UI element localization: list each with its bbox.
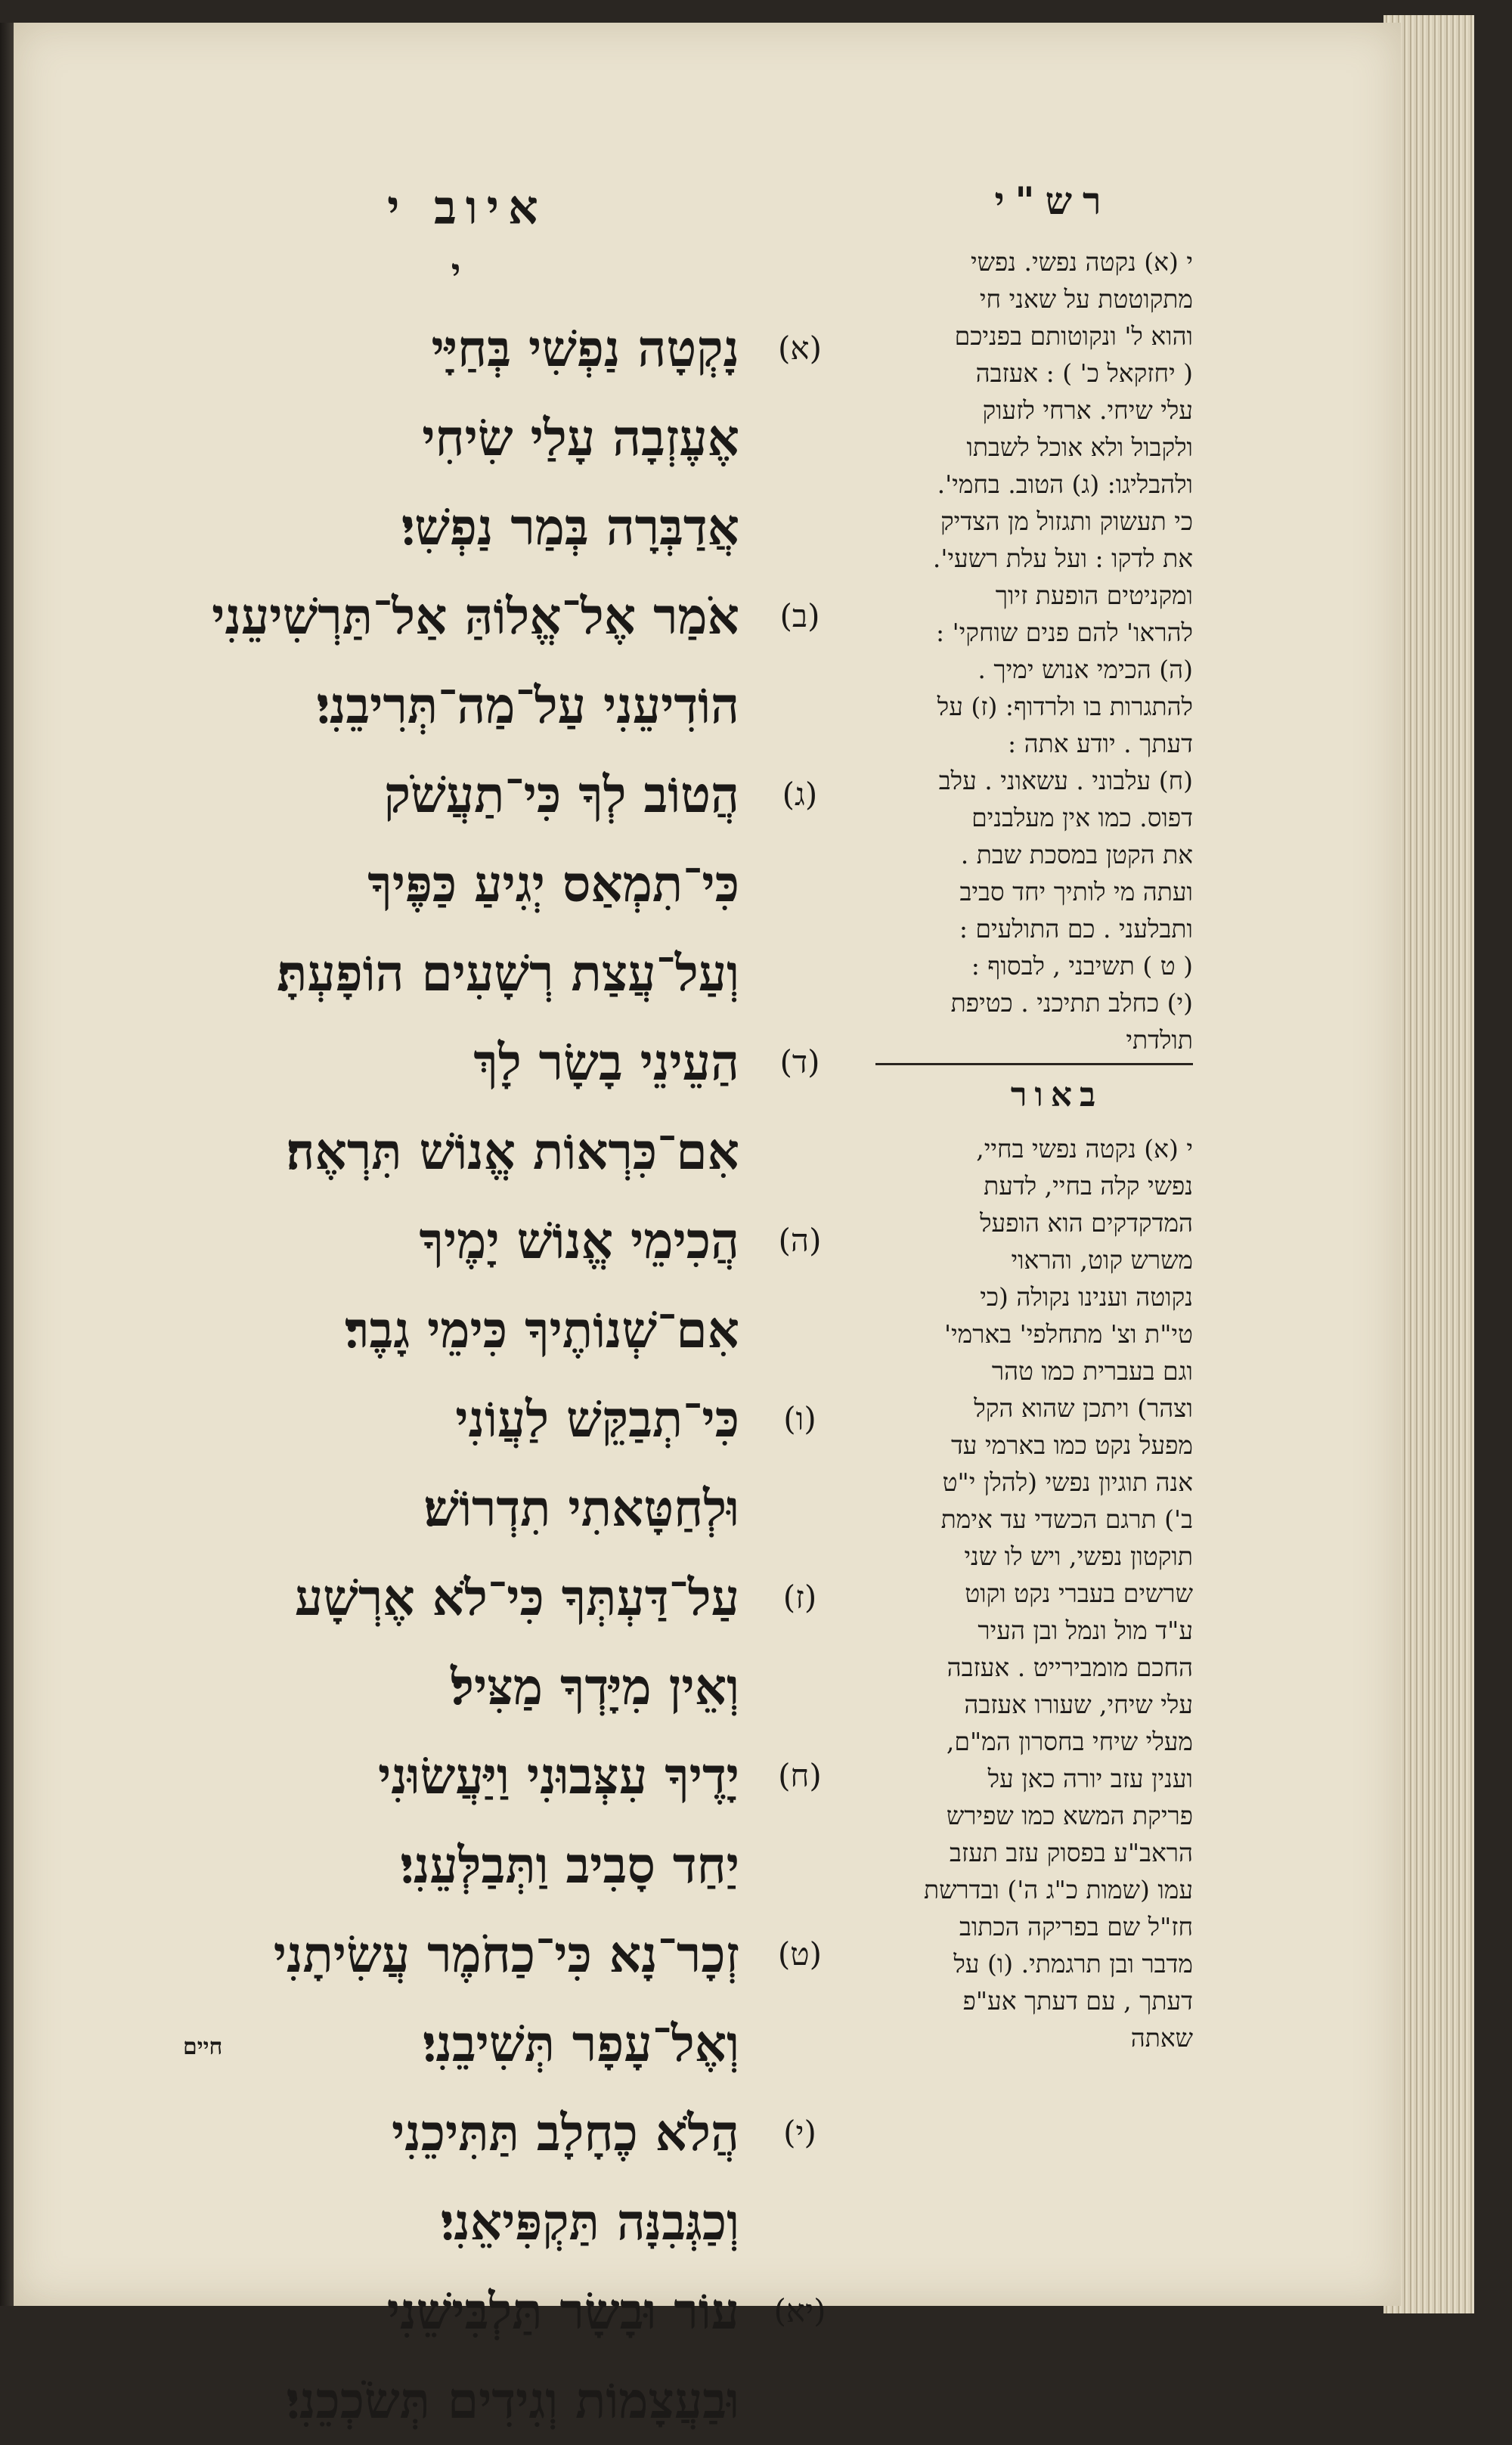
verse-line: עַל־דַּעְתְּךָ כִּי־לֹא אֶרְשָׁע xyxy=(294,1568,739,1627)
verse xyxy=(97,1553,823,1731)
verse xyxy=(97,304,823,572)
beur-line: הראב"ע בפסוק עזב תעזב xyxy=(950,1838,1193,1867)
verse-number: (י) xyxy=(783,2114,816,2151)
column-divider xyxy=(875,1063,1193,1065)
beur-line: מפעל נקט כמו בארמי עד xyxy=(950,1430,1193,1460)
verse-line: כִּי־תְבַקֵּשׁ לַעֲוֹנִי xyxy=(455,1390,739,1449)
verse-line: יַחַד סָבִיב וַתְּבַלְּעֵנִי׃ xyxy=(400,1836,739,1895)
verse-line: אֲדַבְּרָה בְּמַר נַפְשִׁי׃ xyxy=(401,497,739,556)
verse-line: הֲטוֹב לְךָ כִּי־תַעֲשֹׁק xyxy=(383,765,739,824)
rashi-line: כי תעשוק ותגזול מן הצדיק xyxy=(940,507,1193,536)
beur-line: ב') תרגם הכשדי עד אימת xyxy=(940,1504,1193,1534)
verse xyxy=(97,1374,823,1553)
rashi-line: ולקבול ולא אוכל לשבתו xyxy=(966,432,1193,462)
book-page xyxy=(14,23,1401,2430)
verse-line: יָדֶיךָ עִצְּבוּנִי וַיַּעֲשׂוּנִי xyxy=(377,1746,739,1805)
beur-line: ע"ד מול ונמל ובן העיר xyxy=(978,1616,1193,1645)
verse-number: (ג) xyxy=(782,776,818,813)
verse-number: (ו) xyxy=(783,1400,816,1437)
beur-line: פריקת המשא כמו שפירש xyxy=(946,1801,1193,1830)
verse-line: אִם־כִּרְאוֹת אֱנוֹשׁ תִּרְאֶה׃ xyxy=(286,1122,739,1181)
beur-line: וצהר) ויתכן שהוא הקל xyxy=(974,1393,1193,1423)
rashi-line: (י) כחלב תתיכני . כטיפת xyxy=(950,988,1193,1018)
verse-number: (ב) xyxy=(779,597,820,634)
verse-number: (ט) xyxy=(777,1935,823,1972)
verse-number: (ה) xyxy=(778,1222,822,1259)
beur-line: נקוטה וענינו נקולה (כי xyxy=(980,1282,1193,1312)
rashi-line: דפוס. כמו אין מעלבנים xyxy=(971,803,1193,832)
verse-line: אֹמַר אֶל־אֱלוֹהַּ אַל־תַּרְשִׁיעֵנִי xyxy=(212,587,739,646)
beur-line: שרשים בעברי נקט וקוט xyxy=(965,1579,1193,1608)
verse-line: אֶעֶזְבָה עָלַי שִׂיחִי xyxy=(422,408,739,467)
beur-line: המדקדקים הוא הופעל xyxy=(980,1208,1193,1238)
verse-line: זְכָר־נָא כִּי־כַחֹמֶר עֲשִׂיתָנִי xyxy=(273,1925,739,1984)
verse-line: הֲכִימֵי אֱנוֹשׁ יָמֶיךָ xyxy=(419,1211,739,1270)
rashi-line: את הקטן במסכת שבת . xyxy=(960,840,1193,869)
chapter-mark: י xyxy=(451,251,461,293)
verse-line: הַעֵינֵי בָשָׂר לָךְ xyxy=(473,1033,739,1092)
beur-line: חז"ל שם בפריקה הכתוב xyxy=(959,1912,1193,1941)
verse-number: (ד) xyxy=(779,1043,820,1080)
verse-line: נָקְטָה נַפְשִׁי בְּחַיָּי xyxy=(431,319,739,378)
verse-line: הוֹדִיעֵנִי עַל־מַה־תְּרִיבֵנִי׃ xyxy=(316,676,739,735)
rashi-line: (ח) עלבוני . עשאוני . עלב xyxy=(938,766,1193,795)
beur-header: באור xyxy=(1010,1076,1104,1114)
beur-line: עמו (שמות כ"ג ה') ובדרשת xyxy=(923,1875,1193,1904)
verse-number: (יא) xyxy=(773,2292,826,2329)
rashi-line: להראו' להם פנים שוחקי' : xyxy=(935,618,1193,647)
beur-line: שאתה xyxy=(1130,2023,1193,2053)
rashi-commentary xyxy=(875,243,1193,1060)
rashi-line: להתגרות בו ולרדוף: (ז) על xyxy=(937,692,1193,721)
verse-line: הֲלֹא כֶחָלָב תַּתִּיכֵנִי xyxy=(391,2103,739,2162)
rashi-line: ולהבליגו: (ג) הטוב. בחמי'. xyxy=(937,469,1193,499)
rashi-line: י (א) נקטה נפשי. נפשי xyxy=(970,247,1193,277)
beur-line: וגם בעברית כמו טהר xyxy=(991,1356,1193,1386)
verse xyxy=(97,2088,823,2267)
verse-line: וּלְחַטָּאתִי תִדְרוֹשׁ׃ xyxy=(423,1479,739,1538)
verse-line: אִם־שְׁנוֹתֶיךָ כִּימֵי גָבֶר׃ xyxy=(345,1300,739,1359)
rashi-line: עלי שיחי. ארחי לזעוק xyxy=(982,395,1193,425)
beur-line: מעלי שיחי בחסרון המ"ם, xyxy=(946,1727,1193,1756)
beur-line: דעתך , עם דעתך אע"פ xyxy=(962,1986,1193,2016)
beur-line: וענין עזב יורה כאן על xyxy=(987,1764,1193,1793)
beur-line: תוקטון נפשי, ויש לו שני xyxy=(964,1542,1193,1571)
rashi-line: (ה) הכימי אנוש ימיך . xyxy=(978,655,1193,684)
beur-line: עלי שיחי, שעורו אעזבה xyxy=(964,1690,1193,1719)
beur-line: טי"ת וצ' מתחלפי' בארמי' xyxy=(943,1319,1193,1349)
verse-line: וְעַל־עֲצַת רְשָׁעִים הוֹפָעְתָּ׃ xyxy=(277,944,739,1002)
rashi-header: רש"י xyxy=(994,178,1112,223)
main-text-header: איוב י xyxy=(387,180,547,235)
beur-line: מדבר ובן תרגמתי. (ו) על xyxy=(953,1949,1193,1979)
beur-line: החכם מומבירייט . אעזבה xyxy=(947,1653,1193,1682)
verse xyxy=(97,2267,826,2445)
rashi-line: את לדקו : ועל עלת רשעי'. xyxy=(932,544,1193,573)
rashi-line: ועתה מ‫י‬ לותיך יחד סביב xyxy=(959,877,1193,906)
catchword: חיים xyxy=(183,2034,223,2060)
verse-line: עוֹר וּבָשָׂר תַּלְבִּישֵׁנִי xyxy=(386,2282,739,2341)
rashi-line: מתקוטטת על שאני חי xyxy=(979,284,1193,314)
rashi-line: ( ט ) תשיבני , לבסוף : xyxy=(971,951,1193,981)
beur-line: משרש קוט, והראוי xyxy=(1011,1245,1193,1275)
beur-line: י (א) נקטה נפשי בחיי, xyxy=(976,1134,1193,1164)
verse-line: וּבַעֲצָמוֹת וְגִידִים תְּשֹׂכְכֵנִי׃ xyxy=(286,2371,739,2430)
verse-number: (ז) xyxy=(782,1579,817,1616)
rashi-line: ( יחזקאל כ' ) : אעזבה xyxy=(975,358,1193,388)
verse-line: וְכַגְּבִנָּה תַּקְפִּיאֵנִי׃ xyxy=(440,2192,739,2251)
verse xyxy=(97,572,823,750)
verse-number: (ח) xyxy=(778,1757,822,1794)
verse xyxy=(97,1910,823,2088)
verse-line: כִּי־תִמְאַס יְגִיעַ כַּפֶּיךָ xyxy=(367,854,739,913)
verse xyxy=(97,1018,823,1196)
verse xyxy=(97,1196,823,1374)
verse-line: וְאֶל־עָפָר תְּשִׁיבֵנִי׃ xyxy=(423,2014,739,2073)
rashi-line: ומקניטים הופעת זיוך xyxy=(995,581,1193,610)
beur-line: אנה תוגיון נפשי (להלן י"ט xyxy=(942,1467,1193,1497)
rashi-line: דעתך . יודע אתה : xyxy=(1007,729,1193,758)
beur-commentary xyxy=(875,1130,1193,2060)
rashi-line: והוא ל' ונקוטותם בפניכם xyxy=(954,321,1193,351)
verse xyxy=(97,750,823,1018)
verse xyxy=(97,1731,823,1910)
beur-line: נפשי קלה בחיי, לדעת xyxy=(984,1171,1193,1201)
rashi-line: תולדתי xyxy=(1126,1025,1193,1055)
rashi-line: ותבלעני . כם התולעים : xyxy=(959,914,1193,944)
verse-line: וְאֵין מִיָּדְךָ מַצִּיל׃ xyxy=(451,1657,739,1716)
verse-number: (א) xyxy=(778,330,822,367)
